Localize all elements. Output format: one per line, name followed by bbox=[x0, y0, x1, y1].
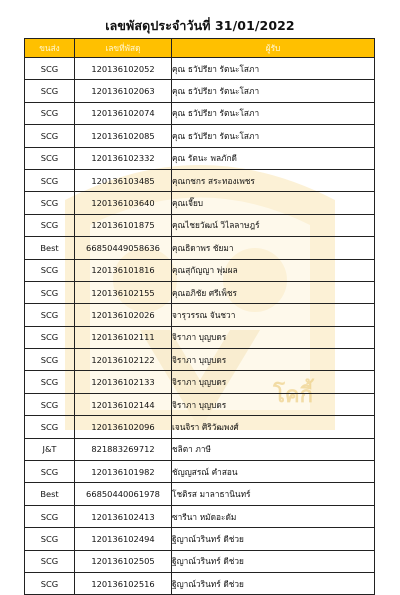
tracking-number-cell: 120136101875 bbox=[75, 214, 172, 236]
tracking-number-cell: 120136102063 bbox=[75, 80, 172, 102]
recipient-cell: คุณไชยวัฒน์ วิไลลาษฎร์ bbox=[172, 214, 375, 236]
recipient-cell: ชลิตา ภาษี bbox=[172, 438, 375, 460]
table-row bbox=[25, 58, 375, 80]
table-row bbox=[25, 259, 375, 281]
carrier-cell: SCG bbox=[25, 505, 75, 527]
carrier-cell: SCG bbox=[25, 371, 75, 393]
shipments-table bbox=[24, 38, 375, 595]
tracking-number-cell: 120136102133 bbox=[75, 371, 172, 393]
recipient-cell: ฐิญาณ์วรินทร์ ดีช่วย bbox=[172, 550, 375, 572]
table-row bbox=[25, 169, 375, 191]
header-carrier: ขนส่ง bbox=[25, 39, 75, 58]
carrier-cell: SCG bbox=[25, 550, 75, 572]
recipient-cell: คุณ ธวัปรียา รัตนะโสภา bbox=[172, 125, 375, 147]
tracking-number-cell: 120136102332 bbox=[75, 147, 172, 169]
recipient-cell: ฐิญาณ์วรินทร์ ดีช่วย bbox=[172, 528, 375, 550]
carrier-cell: SCG bbox=[25, 147, 75, 169]
carrier-cell: SCG bbox=[25, 259, 75, 281]
carrier-cell: SCG bbox=[25, 102, 75, 124]
recipient-cell: ซารีนา หมัดอะดัม bbox=[172, 505, 375, 527]
tracking-number-cell: 120136103640 bbox=[75, 192, 172, 214]
recipient-cell: จิราภา บุญบดร bbox=[172, 326, 375, 348]
carrier-cell: Best bbox=[25, 483, 75, 505]
recipient-cell: คุณสุกัญญา พุ่มผล bbox=[172, 259, 375, 281]
table-row bbox=[25, 192, 375, 214]
table-row bbox=[25, 572, 375, 594]
recipient-cell: คุณกชกร สระทองเพชร bbox=[172, 169, 375, 191]
tracking-number-cell: 821883269712 bbox=[75, 438, 172, 460]
header-tracking-number: เลขที่พัสดุ bbox=[75, 39, 172, 58]
table-row bbox=[25, 371, 375, 393]
table-row bbox=[25, 304, 375, 326]
table-row bbox=[25, 393, 375, 415]
table-row bbox=[25, 461, 375, 483]
recipient-cell: เจนจิรา ศิริวัฒพงศ์ bbox=[172, 416, 375, 438]
table-row bbox=[25, 80, 375, 102]
page-title: เลขพัสดุประจำวันที่ 31/01/2022 bbox=[105, 18, 295, 33]
carrier-cell: SCG bbox=[25, 281, 75, 303]
carrier-cell: SCG bbox=[25, 214, 75, 236]
carrier-cell: SCG bbox=[25, 58, 75, 80]
tracking-number-cell: 120136102494 bbox=[75, 528, 172, 550]
watermark-text: โคกี้ bbox=[273, 383, 313, 408]
carrier-cell: J&T bbox=[25, 438, 75, 460]
table-row bbox=[25, 550, 375, 572]
table-row bbox=[25, 528, 375, 550]
tracking-number-cell: 120136101982 bbox=[75, 461, 172, 483]
tracking-number-cell: 120136102516 bbox=[75, 572, 172, 594]
table-row bbox=[25, 147, 375, 169]
carrier-cell: SCG bbox=[25, 326, 75, 348]
tracking-number-cell: 120136102111 bbox=[75, 326, 172, 348]
table-row bbox=[25, 281, 375, 303]
table-row bbox=[25, 416, 375, 438]
tracking-number-cell: 120136102052 bbox=[75, 58, 172, 80]
table-row bbox=[25, 237, 375, 259]
tracking-number-cell: 66850449058636 bbox=[75, 237, 172, 259]
table-header-row bbox=[25, 39, 375, 58]
table-row bbox=[25, 483, 375, 505]
carrier-cell: SCG bbox=[25, 169, 75, 191]
carrier-cell: SCG bbox=[25, 80, 75, 102]
tracking-number-cell: 120136103485 bbox=[75, 169, 172, 191]
recipient-cell: ชัญญสรณ์ คำสอน bbox=[172, 461, 375, 483]
recipient-cell: คุณ ธวัปรียา รัตนะโสภา bbox=[172, 102, 375, 124]
carrier-cell: SCG bbox=[25, 192, 75, 214]
tracking-number-cell: 120136102074 bbox=[75, 102, 172, 124]
header-recipient: ผู้รับ bbox=[172, 39, 375, 58]
tracking-number-cell: 120136102413 bbox=[75, 505, 172, 527]
table-row bbox=[25, 214, 375, 236]
recipient-cell: ฐิญาณ์วรินทร์ ดีช่วย bbox=[172, 572, 375, 594]
recipient-cell: คุณเจี๊ยบ bbox=[172, 192, 375, 214]
table-row bbox=[25, 125, 375, 147]
recipient-cell: คุณ รัตนะ พลภักดี bbox=[172, 147, 375, 169]
carrier-cell: SCG bbox=[25, 461, 75, 483]
table-row bbox=[25, 438, 375, 460]
carrier-cell: SCG bbox=[25, 416, 75, 438]
carrier-cell: SCG bbox=[25, 528, 75, 550]
recipient-cell: จิราภา บุญบดร bbox=[172, 371, 375, 393]
tracking-number-cell: 120136102026 bbox=[75, 304, 172, 326]
tracking-number-cell: 120136102096 bbox=[75, 416, 172, 438]
tracking-number-cell: 66850440061978 bbox=[75, 483, 172, 505]
tracking-number-cell: 120136101816 bbox=[75, 259, 172, 281]
recipient-cell: คุณอภิชัย ศรีเพ็ชร bbox=[172, 281, 375, 303]
tracking-number-cell: 120136102505 bbox=[75, 550, 172, 572]
table-row bbox=[25, 349, 375, 371]
tracking-number-cell: 120136102155 bbox=[75, 281, 172, 303]
carrier-cell: Best bbox=[25, 237, 75, 259]
recipient-cell: คุณ ธวัปรียา รัตนะโสภา bbox=[172, 80, 375, 102]
tracking-number-cell: 120136102144 bbox=[75, 393, 172, 415]
table-row bbox=[25, 505, 375, 527]
tracking-number-cell: 120136102122 bbox=[75, 349, 172, 371]
recipient-cell: โชติรส มาลาธานินทร์ bbox=[172, 483, 375, 505]
table-row bbox=[25, 102, 375, 124]
carrier-cell: SCG bbox=[25, 125, 75, 147]
tracking-number-cell: 120136102085 bbox=[75, 125, 172, 147]
table-row bbox=[25, 326, 375, 348]
recipient-cell: จิราภา บุญบดร bbox=[172, 393, 375, 415]
carrier-cell: SCG bbox=[25, 393, 75, 415]
recipient-cell: คุณ ธวัปรียา รัตนะโสภา bbox=[172, 58, 375, 80]
recipient-cell: จิราภา บุญบดร bbox=[172, 349, 375, 371]
carrier-cell: SCG bbox=[25, 304, 75, 326]
carrier-cell: SCG bbox=[25, 572, 75, 594]
carrier-cell: SCG bbox=[25, 349, 75, 371]
recipient-cell: จารุวรรณ จันชวา bbox=[172, 304, 375, 326]
recipient-cell: คุณธิดาพร ชัยมา bbox=[172, 237, 375, 259]
